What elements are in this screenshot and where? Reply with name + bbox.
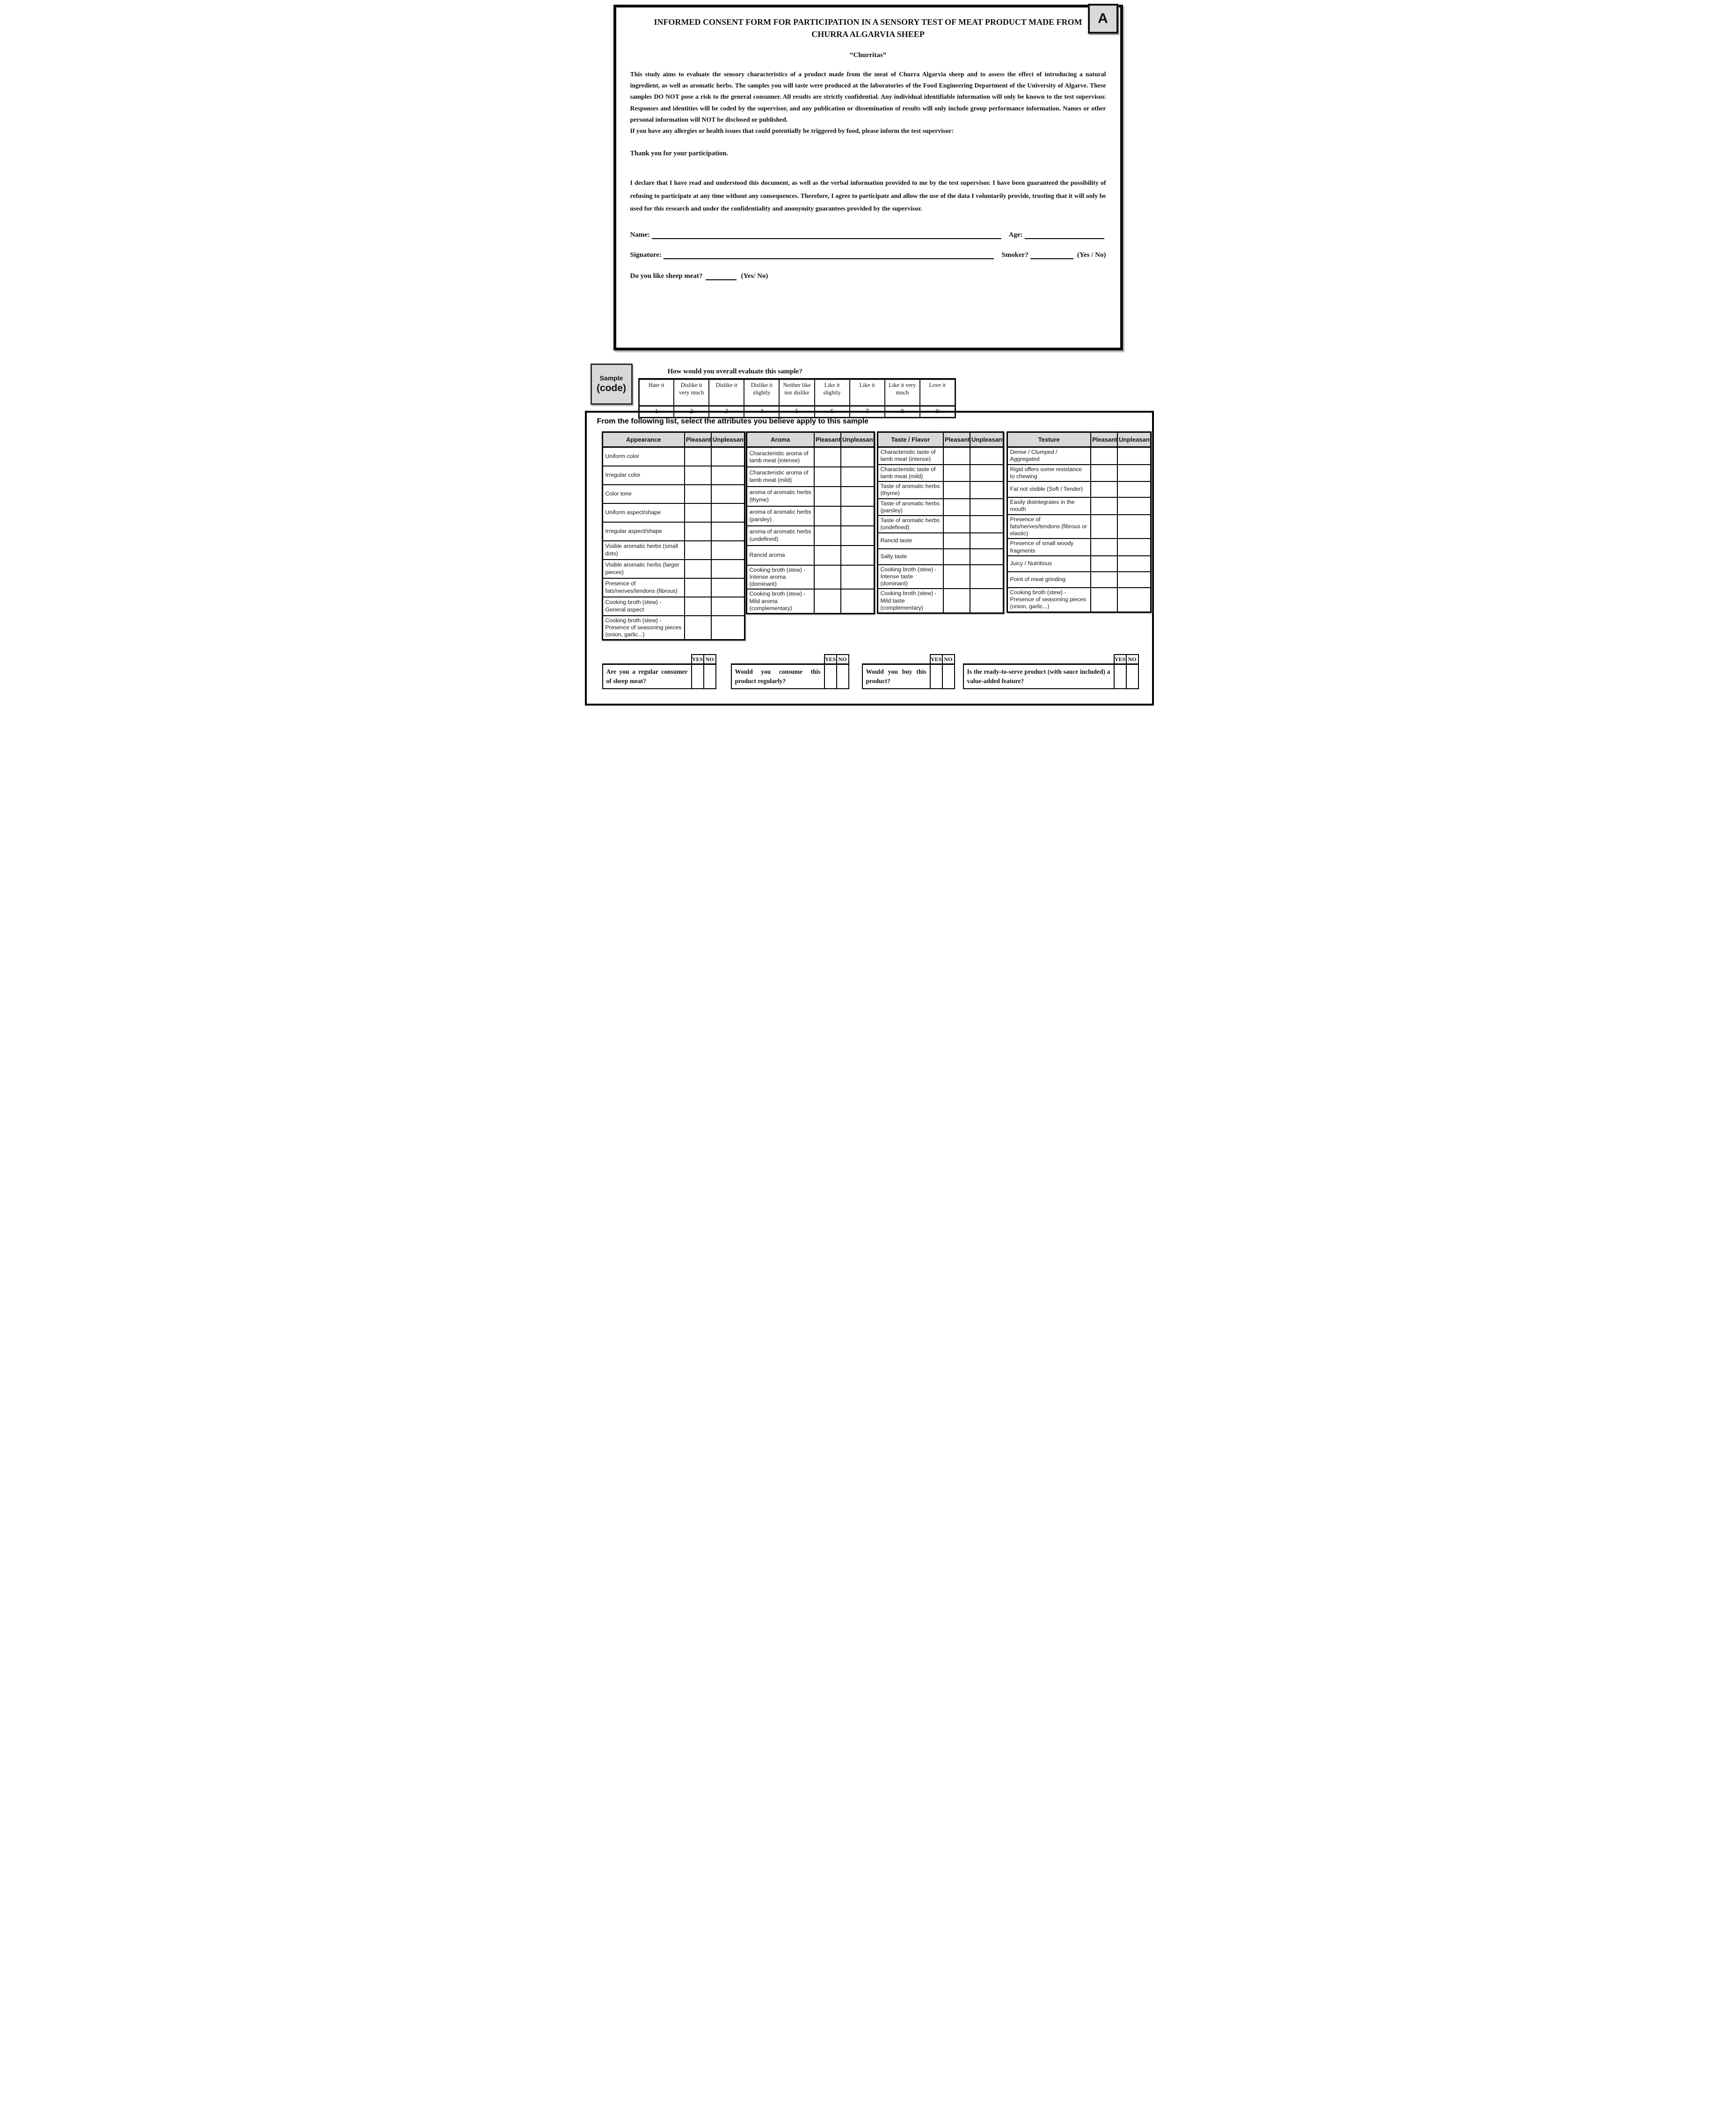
unpleasant-check-cell[interactable] (970, 533, 1003, 549)
scale-label-cell: Neither like nor dislike (779, 379, 814, 406)
pleasant-check-cell[interactable] (685, 597, 711, 616)
yes-header: YES (1114, 655, 1126, 664)
scale-value-cell[interactable]: 3 (709, 406, 744, 418)
attributes-heading: From the following list, select the attributes you believe apply to this sample (597, 417, 869, 425)
smoker-input-line[interactable] (1030, 250, 1073, 259)
unpleasant-check-cell[interactable] (711, 466, 744, 485)
unpleasant-check-cell[interactable] (1117, 556, 1151, 572)
yes-answer-cell[interactable] (824, 664, 837, 689)
pleasant-check-cell[interactable] (1091, 465, 1117, 482)
no-answer-cell[interactable] (837, 664, 849, 689)
pleasant-check-cell[interactable] (814, 506, 841, 526)
scale-value-cell[interactable]: 1 (639, 406, 674, 418)
unpleasant-check-cell[interactable] (841, 506, 874, 526)
scale-label-cell: Like it very much (885, 379, 920, 406)
attribute-label: Visible aromatic herbs (larger pieces) (602, 560, 685, 578)
pleasant-check-cell[interactable] (1091, 539, 1117, 556)
attribute-row (746, 447, 874, 467)
unpleasant-header: Unpleasant (711, 432, 744, 447)
thanks-line: Thank you for your participation. (630, 150, 728, 158)
pleasant-header: Pleasant (1091, 432, 1117, 447)
no-header: NO (704, 655, 716, 664)
allergy-note: If you have any allergies or health issues that could potentially be triggered by food, please inform the test supervisor: (630, 127, 954, 134)
unpleasant-check-cell[interactable] (711, 616, 744, 640)
attribute-row (602, 466, 744, 485)
attribute-label: Rancid aroma (746, 546, 814, 565)
no-header: NO (942, 655, 955, 664)
pleasant-check-cell[interactable] (814, 565, 841, 590)
attribute-label: Dense / Clumped / Aggregated (1007, 447, 1091, 465)
attribute-row (1007, 465, 1151, 482)
attribute-label: Irregular color (602, 466, 685, 485)
unpleasant-check-cell[interactable] (711, 541, 744, 560)
attribute-label: Presence of small woody fragments (1007, 539, 1091, 556)
pleasant-check-cell[interactable] (814, 467, 841, 487)
attribute-label: aroma of aromatic herbs (undefined) (746, 526, 814, 546)
sheep-meat-input-line[interactable] (706, 271, 737, 280)
appearance-header: Appearance (602, 432, 685, 447)
yes-answer-cell[interactable] (930, 664, 942, 689)
attribute-label: Easily disintegrates in the mouth (1007, 497, 1091, 515)
attribute-label: Fat not visible (Soft / Tender) (1007, 481, 1091, 497)
attribute-row (746, 467, 874, 487)
pleasant-check-cell[interactable] (1091, 481, 1117, 497)
form-code-badge (1088, 4, 1118, 34)
signature-smoker-row (630, 250, 1106, 259)
unpleasant-check-cell[interactable] (711, 522, 744, 541)
attribute-row (1007, 572, 1151, 588)
attribute-label: Cooking broth (stew) - Mild aroma (complementary) (746, 589, 814, 613)
unpleasant-check-cell[interactable] (970, 447, 1003, 465)
unpleasant-check-cell[interactable] (711, 503, 744, 522)
attribute-row (1007, 539, 1151, 556)
attribute-row (877, 533, 1003, 549)
smoker-label: Smoker? (1001, 251, 1028, 259)
attribute-label: Salty taste (877, 549, 943, 565)
question-header-spacer (862, 655, 930, 664)
attribute-label: Taste of aromatic herbs (parsley) (877, 499, 943, 516)
question-regular-consumer (602, 654, 716, 689)
pleasant-check-cell[interactable] (814, 447, 841, 467)
attribute-row (877, 565, 1003, 589)
attribute-label: Color tone (602, 485, 685, 503)
unpleasant-check-cell[interactable] (841, 447, 874, 467)
yes-header: YES (824, 655, 837, 664)
aroma-header: Aroma (746, 432, 814, 447)
scale-label-cell: Like it (850, 379, 885, 406)
pleasant-check-cell[interactable] (1091, 497, 1117, 515)
attribute-label: Taste of aromatic herbs (thyme) (877, 481, 943, 499)
attribute-row (746, 565, 874, 590)
unpleasant-check-cell[interactable] (1117, 447, 1151, 465)
scale-value-cell[interactable]: 8 (885, 406, 920, 418)
attribute-label: Characteristic aroma of lamb meat (mild) (746, 467, 814, 487)
pleasant-check-cell[interactable] (943, 499, 970, 516)
pleasant-check-cell[interactable] (685, 522, 711, 541)
yes-header: YES (930, 655, 942, 664)
attribute-label: Characteristic taste of lamb meat (mild) (877, 465, 943, 482)
pleasant-check-cell[interactable] (1091, 556, 1117, 572)
attribute-row (877, 465, 1003, 482)
unpleasant-check-cell[interactable] (841, 589, 874, 613)
question-header-spacer (603, 655, 692, 664)
attribute-row (877, 549, 1003, 565)
attribute-label: Visible aromatic herbs (small dots) (602, 541, 685, 560)
scale-value-cell[interactable]: 5 (779, 406, 814, 418)
form-title: INFORMED CONSENT FORM FOR PARTICIPATION IN A SENSORY TEST OF MEAT PRODUCT MADE FROM CHURRA ALGARVIA SHEEP (654, 17, 1082, 39)
declaration-text: I declare that I have read and understood this document, as well as the verbal information provided to me by the test supervisor. I have been guaranteed the possibility of refusing to participate at any time without any consequences. Therefore, I agree to participate and allow the use of the data I voluntarily provide, trusting that it will only be used for this research and under the confidentiality and anonymity guarantees provided by the supervisor. (630, 179, 1106, 212)
attribute-label: Cooking broth (stew) - Mild taste (complementary) (877, 589, 943, 613)
scale-value-cell[interactable]: 4 (744, 406, 779, 418)
pleasant-check-cell[interactable] (943, 481, 970, 499)
pleasant-check-cell[interactable] (814, 487, 841, 506)
unpleasant-check-cell[interactable] (841, 487, 874, 506)
pleasant-check-cell[interactable] (685, 466, 711, 485)
scale-label-cell: Love it (920, 379, 955, 406)
unpleasant-check-cell[interactable] (970, 465, 1003, 482)
attribute-row (602, 447, 744, 466)
attribute-label: Uniform aspect/shape (602, 503, 685, 522)
attribute-row (602, 485, 744, 503)
appearance-table (602, 431, 745, 641)
attribute-row (1007, 556, 1151, 572)
attribute-row (877, 499, 1003, 516)
attribute-label: Presence of fats/nerves/tendons (fibrous) (602, 578, 685, 597)
attribute-row (602, 616, 744, 640)
unpleasant-check-cell[interactable] (711, 597, 744, 616)
unpleasant-check-cell[interactable] (841, 546, 874, 565)
age-input-line[interactable] (1025, 230, 1104, 239)
scale-label-cell: Dislike it slightly (744, 379, 779, 406)
no-answer-cell[interactable] (942, 664, 955, 689)
attribute-label: aroma of aromatic herbs (parsley) (746, 506, 814, 526)
question-text: Would you buy this product? (862, 664, 930, 689)
pleasant-check-cell[interactable] (943, 565, 970, 589)
attribute-label: Cooking broth (stew) - Presence of seasoning pieces (onion, garlic...) (1007, 588, 1091, 612)
attribute-label: Taste of aromatic herbs (undefined) (877, 516, 943, 533)
signature-input-line[interactable] (664, 250, 994, 259)
attribute-row (746, 526, 874, 546)
unpleasant-check-cell[interactable] (711, 560, 744, 578)
yes-header: YES (692, 655, 704, 664)
form-subtitle: “Churritas” (849, 51, 887, 59)
smoker-options-label: (Yes / No) (1077, 251, 1106, 259)
question-header-spacer (731, 655, 824, 664)
question-consume-regularly (731, 654, 849, 689)
pleasant-check-cell[interactable] (685, 503, 711, 522)
unpleasant-check-cell[interactable] (970, 481, 1003, 499)
unpleasant-header: Unpleasant (970, 432, 1003, 447)
scale-value-cell[interactable]: 2 (674, 406, 709, 418)
pleasant-check-cell[interactable] (685, 616, 711, 640)
no-header: NO (1126, 655, 1138, 664)
unpleasant-check-cell[interactable] (1117, 572, 1151, 588)
attribute-row (602, 597, 744, 616)
unpleasant-check-cell[interactable] (1117, 588, 1151, 612)
no-answer-cell[interactable] (704, 664, 716, 689)
yes-answer-cell[interactable] (692, 664, 704, 689)
signature-label: Signature: (630, 251, 662, 259)
pleasant-check-cell[interactable] (685, 541, 711, 560)
study-description: This study aims to evaluate the sensory characteristics of a product made from the meat of Churra Algarvia sheep and to assess the effect of introducing a natural ingredient, as well as aromatic herbs. The samples you will taste were produced at the laboratories of the Food Engineering Department of the University of Algarve. These samples DO NOT pose a risk to the general consumer. All results are strictly confidential. Any individual identifiable information will only be known to the test supervisor. Responses and identities will be coded by the supervisor, and any publication or dissemination of results will only include group performance information. Names or other personal information will NOT be disclosed or published. (630, 71, 1106, 123)
attribute-label: Cooking broth (stew) - Intense aroma (dominant) (746, 565, 814, 590)
unpleasant-check-cell[interactable] (841, 526, 874, 546)
aroma-table (746, 431, 875, 614)
name-label: Name: (630, 231, 650, 239)
consent-form-box (613, 5, 1123, 350)
attribute-row (1007, 497, 1151, 515)
scale-label-cell: Like it slightly (815, 379, 850, 406)
pleasant-header: Pleasant (685, 432, 711, 447)
scale-label-cell: Dislike it very much (674, 379, 709, 406)
pleasant-check-cell[interactable] (685, 578, 711, 597)
attribute-row (1007, 481, 1151, 497)
scale-value-cell[interactable]: 9 (920, 406, 955, 418)
form-code-letter: A (1098, 11, 1108, 26)
unpleasant-check-cell[interactable] (841, 565, 874, 590)
pleasant-check-cell[interactable] (943, 589, 970, 613)
unpleasant-header: Unpleasant (841, 432, 874, 447)
unpleasant-check-cell[interactable] (970, 549, 1003, 565)
sample-box-line1: Sample (599, 374, 623, 382)
question-buy-product (862, 654, 955, 689)
yes-answer-cell[interactable] (1114, 664, 1126, 689)
attribute-label: Cooking broth (stew) - General aspect (602, 597, 685, 616)
attribute-label: Irregular aspect/shape (602, 522, 685, 541)
attribute-row (746, 589, 874, 613)
scale-label-row (639, 379, 955, 406)
question-text: Is the ready-to-serve product (with sauce included) a value-added feature? (963, 664, 1114, 689)
question-text: Are you a regular consumer of sheep meat? (603, 664, 692, 689)
scale-value-cell[interactable]: 6 (815, 406, 850, 418)
unpleasant-header: Unpleasant (1117, 432, 1151, 447)
pleasant-check-cell[interactable] (943, 465, 970, 482)
attribute-row (877, 481, 1003, 499)
attribute-label: Characteristic aroma of lamb meat (intense) (746, 447, 814, 467)
texture-header: Texture (1007, 432, 1091, 447)
pleasant-check-cell[interactable] (814, 589, 841, 613)
attribute-row (602, 541, 744, 560)
attribute-row (877, 516, 1003, 533)
question-value-added (963, 654, 1139, 689)
attributes-section-box (585, 411, 1154, 706)
unpleasant-check-cell[interactable] (1117, 515, 1151, 539)
taste-flavor-header: Taste / Flavor (877, 432, 943, 447)
attribute-row (746, 506, 874, 526)
unpleasant-check-cell[interactable] (1117, 539, 1151, 556)
unpleasant-check-cell[interactable] (1117, 481, 1151, 497)
pleasant-check-cell[interactable] (943, 447, 970, 465)
unpleasant-check-cell[interactable] (970, 589, 1003, 613)
unpleasant-check-cell[interactable] (970, 499, 1003, 516)
sample-box-line2: (code) (597, 383, 626, 393)
consent-document-page (579, 0, 1158, 709)
attribute-label: Rancid taste (877, 533, 943, 549)
name-age-row (630, 230, 1106, 239)
unpleasant-check-cell[interactable] (711, 578, 744, 597)
pleasant-check-cell[interactable] (1091, 572, 1117, 588)
no-header: NO (837, 655, 849, 664)
pleasant-check-cell[interactable] (814, 546, 841, 565)
attribute-row (746, 546, 874, 565)
attribute-label: Point of meat grinding (1007, 572, 1091, 588)
pleasant-check-cell[interactable] (1091, 515, 1117, 539)
sample-code-box (591, 364, 633, 405)
age-label: Age: (1008, 231, 1023, 239)
taste-flavor-table (877, 431, 1004, 614)
pleasant-check-cell[interactable] (1091, 588, 1117, 612)
pleasant-check-cell[interactable] (814, 526, 841, 546)
pleasant-check-cell[interactable] (943, 533, 970, 549)
attribute-label: Rigid offers some resistance to chewing (1007, 465, 1091, 482)
unpleasant-check-cell[interactable] (711, 485, 744, 503)
attribute-label: Cooking broth (stew) - Intense taste (dominant) (877, 565, 943, 589)
attribute-row (602, 503, 744, 522)
unpleasant-check-cell[interactable] (1117, 465, 1151, 482)
attribute-label: Characteristic taste of lamb meat (intense) (877, 447, 943, 465)
pleasant-check-cell[interactable] (685, 485, 711, 503)
scale-label-cell: Hate it (639, 379, 674, 406)
unpleasant-check-cell[interactable] (970, 516, 1003, 533)
sheep-meat-row (630, 271, 1106, 280)
attribute-label: Juicy / Nutritious (1007, 556, 1091, 572)
attribute-row (877, 589, 1003, 613)
unpleasant-check-cell[interactable] (970, 565, 1003, 589)
scale-label-cell: Dislike it (709, 379, 744, 406)
texture-table (1007, 431, 1152, 613)
unpleasant-check-cell[interactable] (841, 467, 874, 487)
pleasant-check-cell[interactable] (943, 549, 970, 565)
attribute-row (746, 487, 874, 506)
sheep-meat-options-label: (Yes/ No) (741, 272, 768, 280)
attribute-row (602, 522, 744, 541)
pleasant-check-cell[interactable] (943, 516, 970, 533)
pleasant-check-cell[interactable] (685, 447, 711, 466)
attribute-label: Uniform color (602, 447, 685, 466)
sheep-meat-question-label: Do you like sheep meat? (630, 272, 703, 280)
overall-evaluation-question: How would you overall evaluate this sample? (667, 368, 802, 375)
pleasant-header: Pleasant (943, 432, 970, 447)
question-header-spacer (963, 655, 1114, 664)
question-text: Would you consume this product regularly? (731, 664, 824, 689)
attribute-row (602, 578, 744, 597)
scale-value-cell[interactable]: 7 (850, 406, 885, 418)
unpleasant-check-cell[interactable] (711, 447, 744, 466)
attribute-row (1007, 447, 1151, 465)
pleasant-check-cell[interactable] (1091, 447, 1117, 465)
attribute-label: Cooking broth (stew) - Presence of seasoning pieces (onion, garlic...) (602, 616, 685, 640)
no-answer-cell[interactable] (1126, 664, 1138, 689)
attribute-row (1007, 588, 1151, 612)
attribute-row (1007, 515, 1151, 539)
attribute-row (877, 447, 1003, 465)
unpleasant-check-cell[interactable] (1117, 497, 1151, 515)
pleasant-header: Pleasant (814, 432, 841, 447)
name-input-line[interactable] (652, 230, 1001, 239)
attribute-label: aroma of aromatic herbs (thyme) (746, 487, 814, 506)
attribute-row (602, 560, 744, 578)
pleasant-check-cell[interactable] (685, 560, 711, 578)
attribute-label: Presence of fats/nerves/tendons (fibrous or elastic) (1007, 515, 1091, 539)
